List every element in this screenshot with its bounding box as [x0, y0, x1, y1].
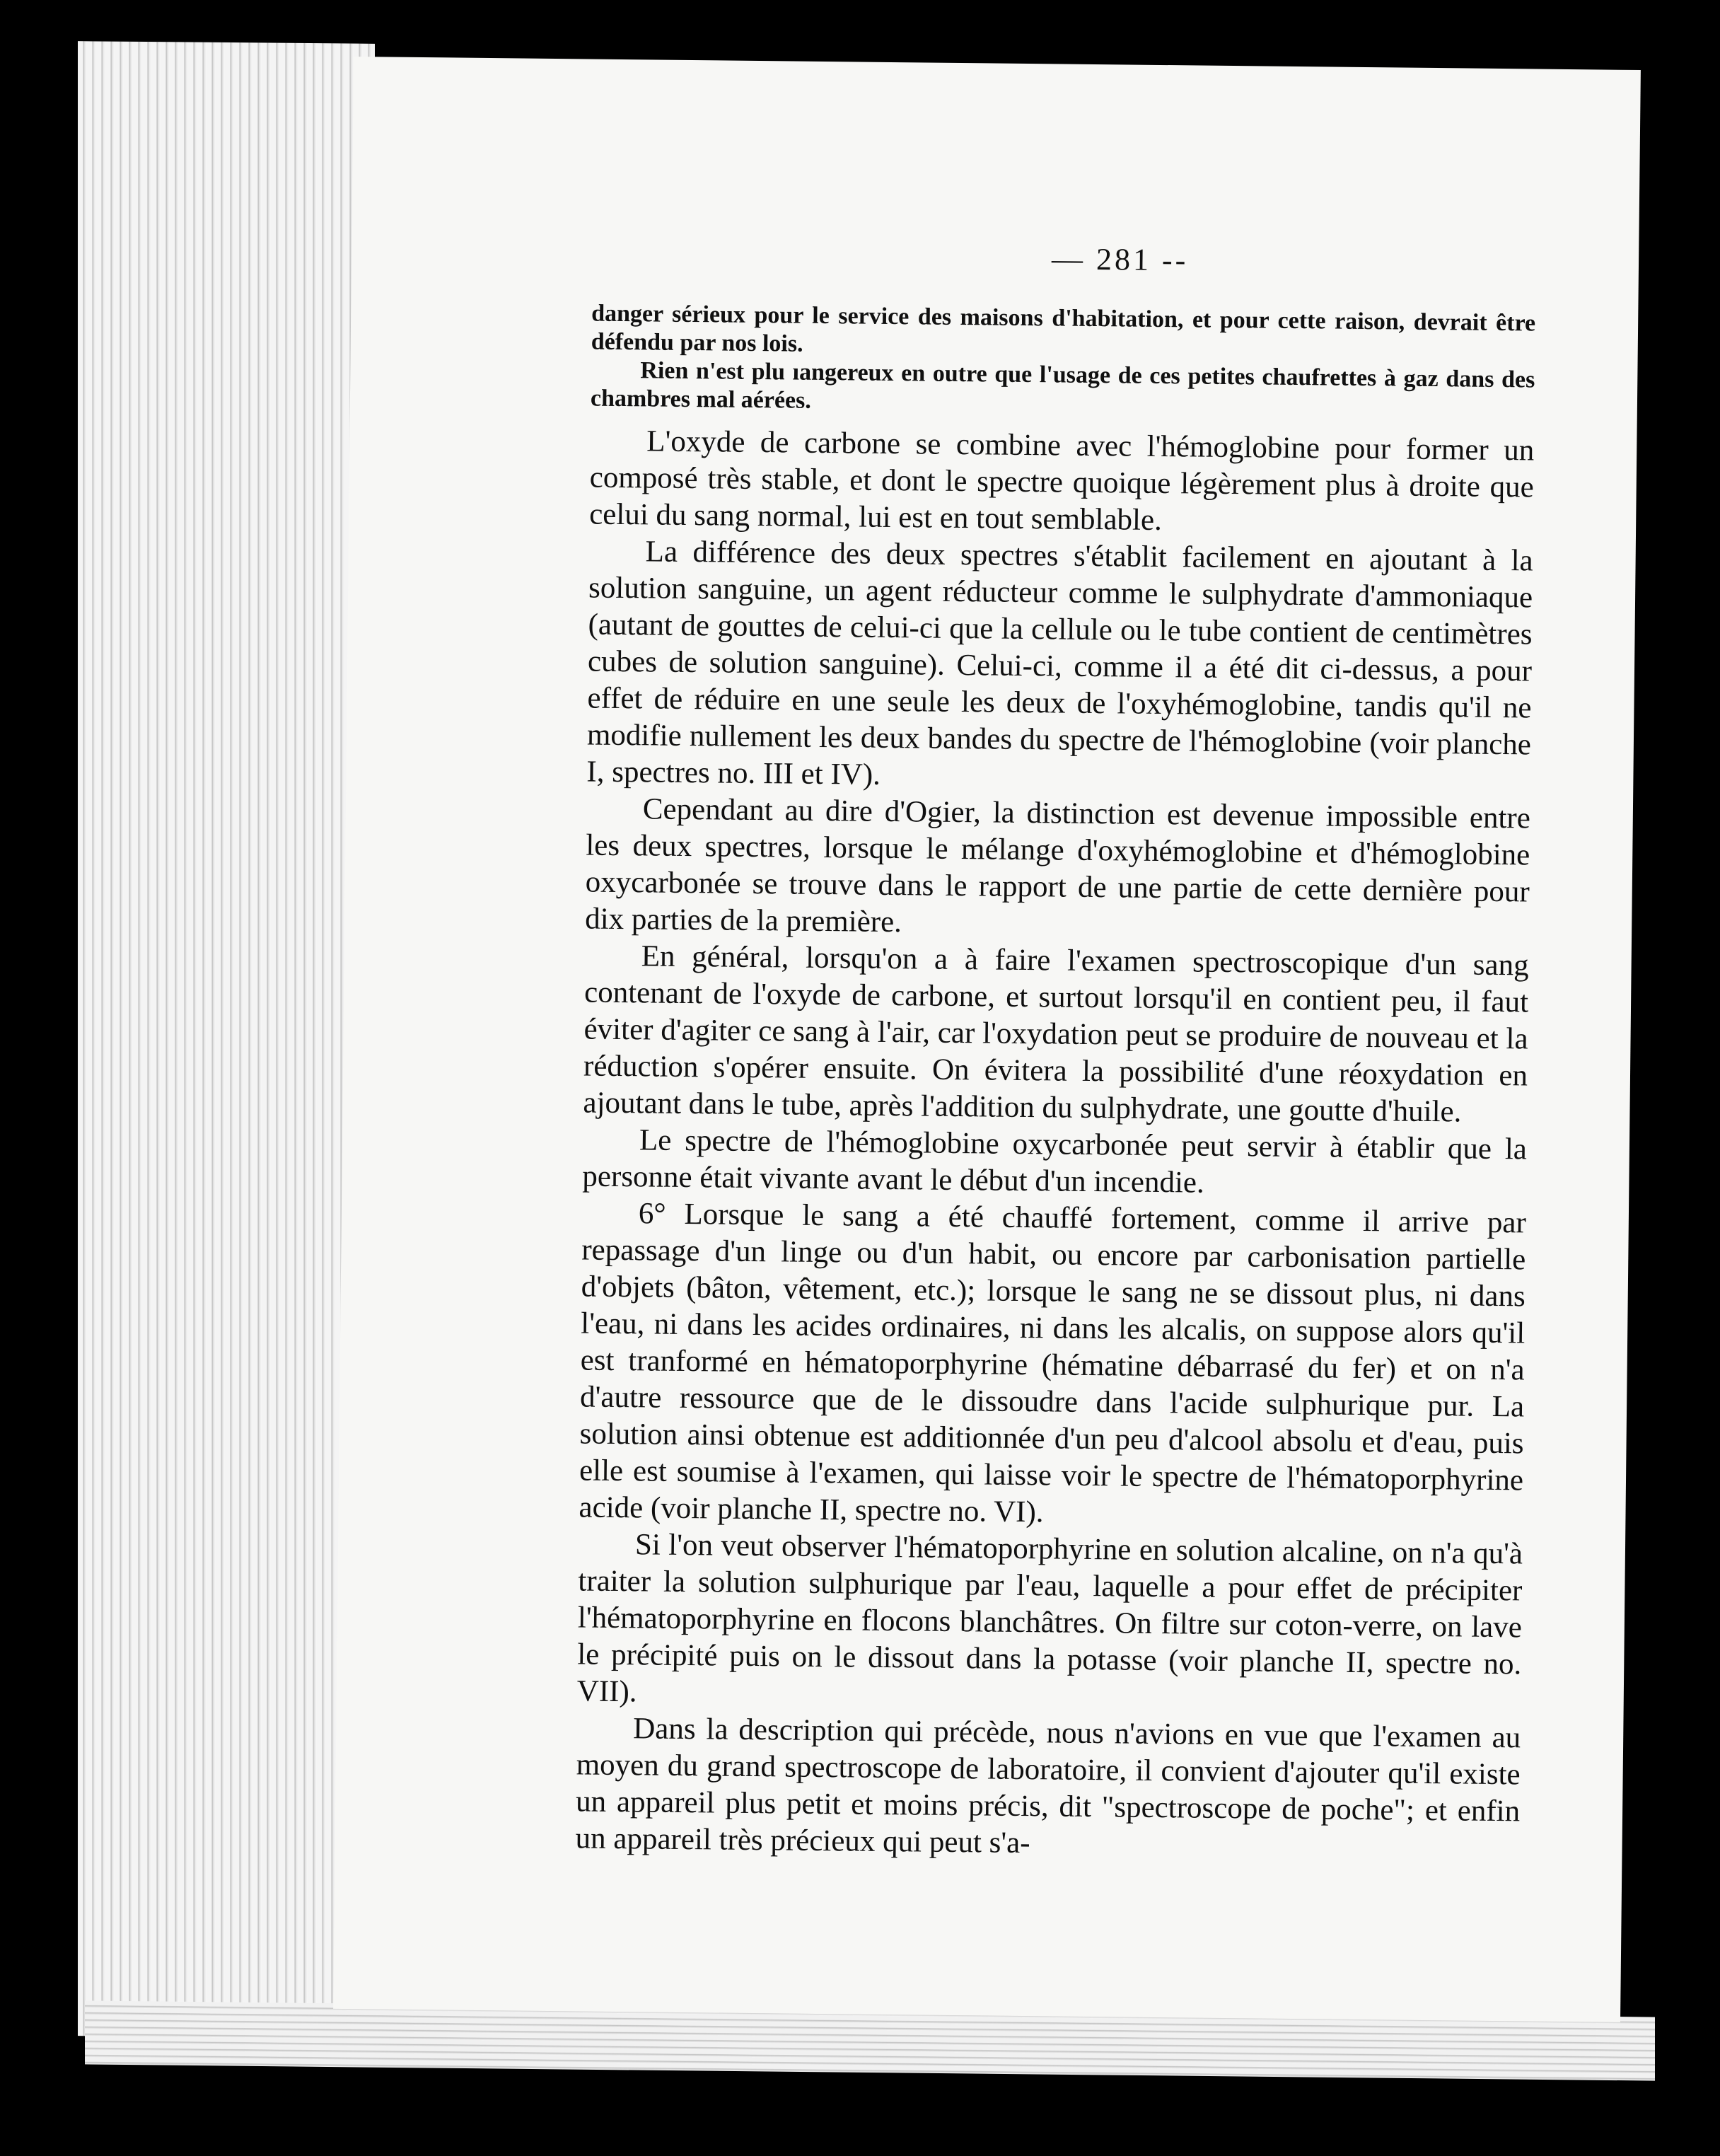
main-text-block [575, 423, 1534, 1867]
page-number: — 281 -- [1051, 241, 1189, 278]
paragraph: Si l'on veut observer l'hématoporphyrine en solution alcaline, on n'a qu'à traiter la solution sulphurique par l'eau, laquelle a pour effet de précipiter l'hématoporphyrine en flocons blanchâtres. On filtre sur coton-verre, on lave le précipité puis on le dissout dans la potasse (voir planche II, spectre no. VII). [576, 1528, 1523, 1709]
paragraph: Le spectre de l'hémoglobine oxycarbonée peut servir à établir que la personne était vivante avant le début d'un incendie. [582, 1123, 1528, 1200]
small-paragraph: Rien n'est plu ıangereux en outre que l'usage de ces petites chaufrettes à gaz dans des chambres mal aérées. [590, 357, 1535, 414]
page-text [575, 300, 1535, 1867]
book-page [333, 57, 1641, 2022]
paragraph: Dans la description qui précède, nous n'avions en vue que l'examen au moyen du grand spectroscope de laboratoire, il convient d'ajouter qu'il existe un appareil plus petit et moins précis, dit "spectroscope de poche"; et enfin un appareil très précieux qui peut s'a- [575, 1712, 1521, 1860]
paragraph: 6° Lorsque le sang a été chauffé fortement, comme il arrive par repassage d'un linge ou d'un habit, ou encore par carbonisation partielle d'objets (bâton, vêtement, etc.); lorsque le sang ne se dissout plus, ni dans l'eau, ni dans les acides ordinaires, ni dans les alcalis, on suppose alors qu'il est tranformé en hématoporphyrine (hématine débarrasé du fer) et on n'a d'autre ressource que de le dissoudre dans l'acide sulphurique pur. La solution ainsi obtenue est additionnée d'un peu d'alcool absolu et d'eau, puis elle est soumise à l'examen, qui laisse voir le spectre de l'hématoporphyrine acide (voir planche II, spectre no. VI). [579, 1197, 1527, 1529]
book-page-edges [78, 41, 375, 2039]
paragraph: L'oxyde de carbone se combine avec l'hémoglobine pour former un composé très stable, et dont le spectre quoique légèrement plus à droite que celui du sang normal, lui est en tout semblable. [588, 424, 1535, 538]
paragraph: Cependant au dire d'Ogier, la distinction est devenue impossible entre les deux spectres, lorsque le mélange d'oxyhémoglobine et d'hémoglobine oxycarbonée se trouve dans le rapport de une partie de cette dernière pour dix parties de la première. [585, 792, 1531, 939]
small-paragraph: danger sérieux pour le service des maisons d'habitation, et pour cette raison, devrait être défendu par nos lois. [591, 300, 1536, 357]
paragraph: En général, lorsqu'on a à faire l'examen spectroscopique d'un sang contenant de l'oxyde de carbone, et surtout lorsqu'il en contient peu, il faut éviter d'agiter ce sang à l'air, car l'oxydation peut se produire de nouveau et la réduction s'opérer ensuite. On évitera la possibilité d'une réoxydation en ajoutant dans le tube, après l'addition du sulphydrate, une goutte d'huile. [583, 939, 1529, 1129]
small-print-block [591, 300, 1536, 423]
paragraph: La différence des deux spectres s'établit facilement en ajoutant à la solution sanguine, un agent réducteur comme le sulphydrate d'ammoniaque (autant de gouttes de celui-ci que la cellule ou le tube contient de centimètres cubes de solution sanguine). Celui-ci, comme il a été dit ci-dessus, a pour effet de réduire en une seule les deux de l'oxyhémoglobine, tandis qu'il ne modifie nullement les deux bandes du spectre de l'hémoglobine (voir planche I, spectres no. III et IV). [586, 535, 1533, 792]
